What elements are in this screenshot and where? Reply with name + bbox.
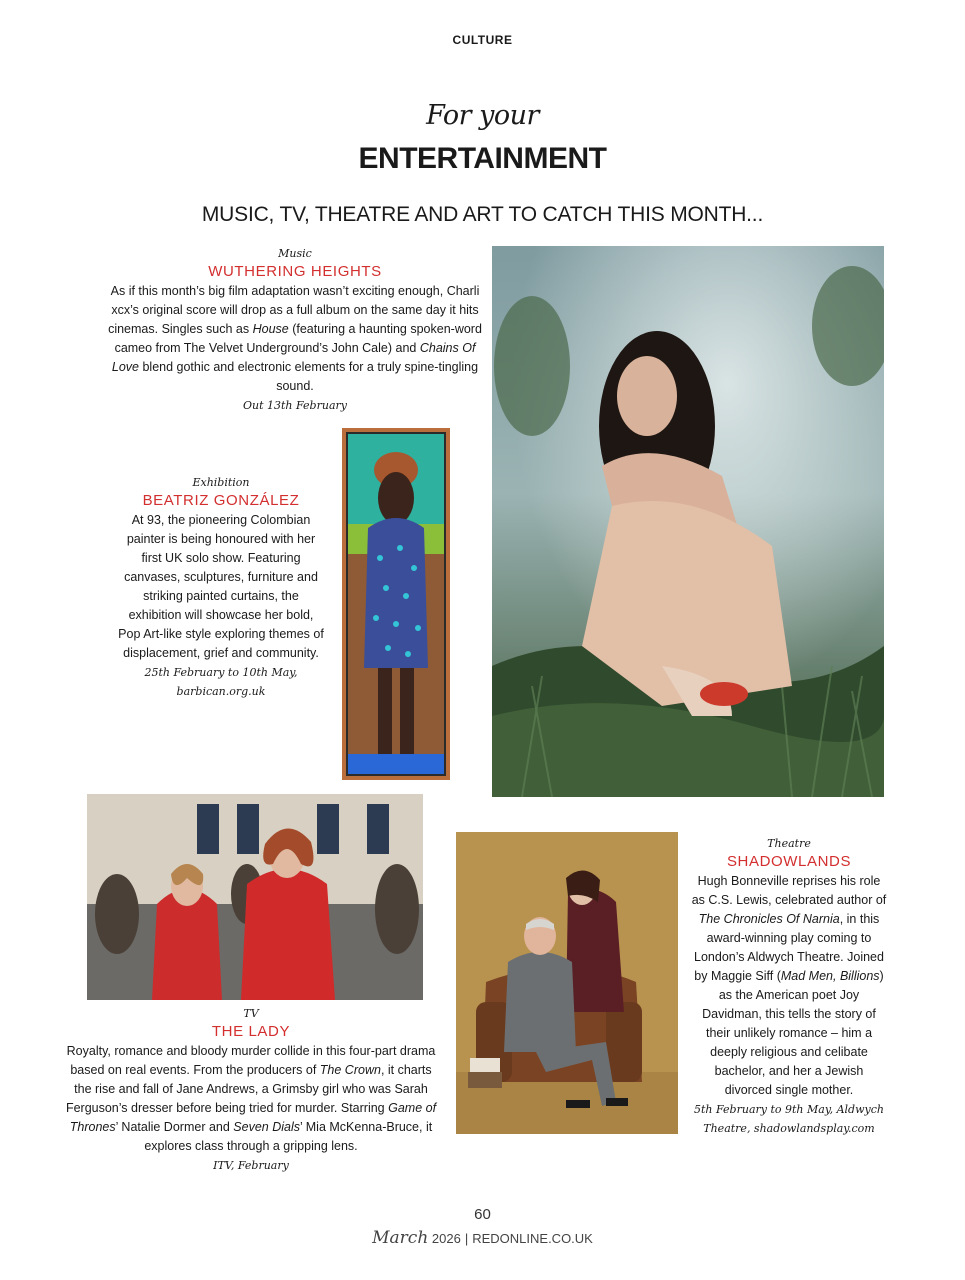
music-dates: Out 13th February [243, 399, 347, 412]
footer-divider: | [464, 1231, 469, 1246]
exhibition-heading: BEATRIZ GONZÁLEZ [142, 492, 300, 509]
the-lady-photo [87, 794, 423, 1000]
tv-category: TV [243, 1007, 259, 1020]
footer-month: March [372, 1228, 429, 1248]
music-heading: WUTHERING HEIGHTS [208, 263, 382, 280]
tv-article [64, 1006, 438, 1175]
tv-heading: THE LADY [211, 1023, 291, 1040]
page-number: 60 [474, 1206, 491, 1223]
section-label: CULTURE [452, 33, 513, 47]
exhibition-body: At 93, the pioneering Colombian painter is being honoured with her first UK solo show. Featuring canvases, sculptures, furniture and striking painted curtains, the exhibition will showcase her bold, Pop Art-like style exploring themes of displacement, grief and community. [118, 513, 324, 660]
footer-folio [0, 1228, 965, 1248]
theatre-heading: SHADOWLANDS [726, 853, 852, 870]
tv-body: Royalty, romance and bloody murder collide in this four-part drama based on real events. From the producers of The Crown, it charts the rise and fall of Jane Andrews, a Grimsby girl who was Sarah Ferguson’s dresser before being tried for murder. Starring Game of Thrones’ Natalie Dormer and Seven Dials’ Mia McKenna-Bruce, it explores class through a gripping lens. [65, 1044, 437, 1153]
theatre-body: Hugh Bonneville reprises his role as C.S. Lewis, celebrated author of The Chronicles Of Narnia, in this award-winning play coming to London’s Aldwych Theatre. Joined by Maggie Siff (Mad Men, Billions) as the American poet Joy Davidman, this tells the story of their unlikely romance – him a deeply religious and celibate bachelor, and her a Jewish divorced single mother. [691, 874, 887, 1097]
exhibition-category: Exhibition [192, 476, 250, 489]
charli-xcx-photo [492, 246, 884, 797]
script-title: For your [426, 100, 539, 131]
shadowlands-photo [456, 832, 678, 1134]
page-title: ENTERTAINMENT [358, 142, 607, 175]
footer-site: REDONLINE.CO.UK [472, 1231, 593, 1246]
footer-year: 2026 [431, 1231, 461, 1246]
theatre-category: Theatre [767, 837, 811, 850]
page-subtitle: MUSIC, TV, THEATRE AND ART TO CATCH THIS MONTH... [201, 203, 764, 226]
music-body: As if this month’s big film adaptation wasn’t exciting enough, Charli xcx’s original score will drop as a full album on the same day it hits cinemas. Singles such as House (featuring a haunting spoken-word cameo from The Velvet Underground’s John Cale) and Chains Of Love blend gothic and electronic elements for a truly spine-tingling sound. [108, 284, 482, 393]
music-article [108, 246, 482, 415]
gonzalez-painting [342, 428, 450, 780]
exhibition-article [118, 475, 324, 701]
tv-dates: ITV, February [213, 1159, 289, 1172]
theatre-dates: 5th February to 9th May, Aldwych Theatre, shadowlandsplay.com [694, 1103, 884, 1135]
music-category: Music [278, 247, 312, 260]
theatre-article [690, 836, 888, 1138]
exhibition-dates: 25th February to 10th May, barbican.org.uk [144, 666, 298, 698]
